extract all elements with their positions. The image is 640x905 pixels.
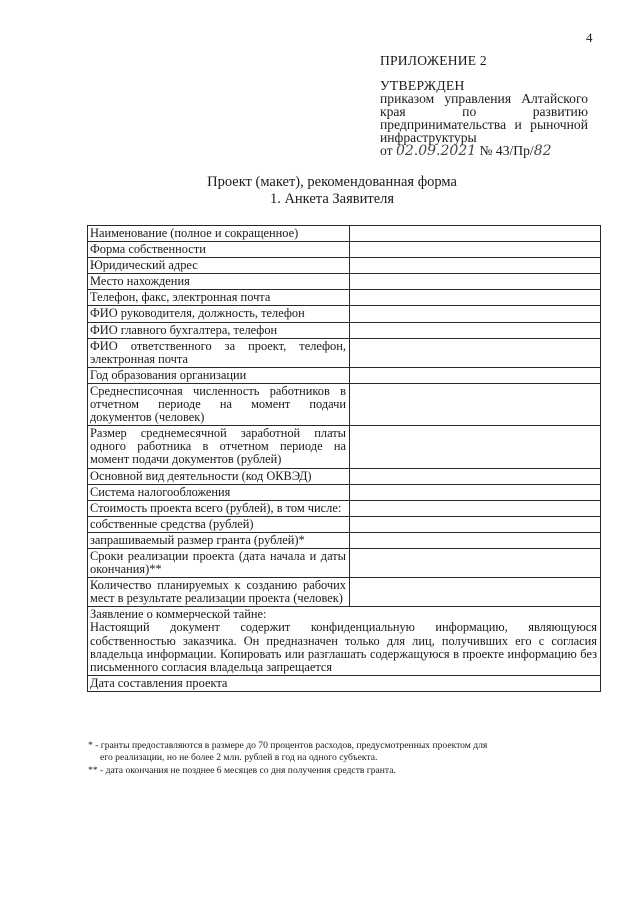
value-cell[interactable]: [350, 383, 601, 425]
order-date-line: [380, 144, 588, 158]
value-cell[interactable]: [350, 306, 601, 322]
value-cell[interactable]: [350, 484, 601, 500]
table-row: [88, 306, 601, 322]
footnote-1-line-2: его реализации, но не более 2 млн. рублей в год на одного субъекта.: [100, 752, 378, 764]
table-row: [88, 274, 601, 290]
order-from-prefix: от: [380, 143, 393, 158]
value-cell[interactable]: [350, 532, 601, 548]
order-number-prefix: № 43/Пр/: [479, 143, 534, 158]
table-row: [88, 516, 601, 532]
value-cell[interactable]: [350, 548, 601, 577]
row-label: Количество планируемых к созданию рабочих мест в результате реализации проекта (человек): [88, 578, 350, 607]
row-label: запрашиваемый размер гранта (рублей)*: [88, 532, 350, 548]
row-label: Форма собственности: [88, 242, 350, 258]
value-cell[interactable]: [350, 468, 601, 484]
table-row: [88, 242, 601, 258]
row-label: ФИО ответственного за проект, телефон, электронная почта: [88, 338, 350, 367]
handwritten-date: 02.09.2021: [395, 143, 477, 159]
value-cell[interactable]: [350, 322, 601, 338]
table-row: [88, 322, 601, 338]
value-cell[interactable]: [350, 338, 601, 367]
appendix-label: ПРИЛОЖЕНИЕ 2: [380, 53, 487, 68]
row-label: Среднесписочная численность работников в отчетном периоде на момент подачи документов (человек): [88, 383, 350, 425]
table-row: [88, 338, 601, 367]
row-label: Стоимость проекта всего (рублей), в том числе:: [88, 500, 350, 516]
date-row: [88, 675, 601, 691]
row-label: Наименование (полное и сокращенное): [88, 226, 350, 242]
date-label[interactable]: Дата составления проекта: [88, 675, 601, 691]
title-line-1: Проект (макет), рекомендованная форма: [207, 174, 457, 190]
row-label: Сроки реализации проекта (дата начала и даты окончания)**: [88, 548, 350, 577]
value-cell[interactable]: [350, 258, 601, 274]
row-label: Размер среднемесячной заработной платы одного работника в отчетном периоде на момент подачи документов (рублей): [88, 426, 350, 468]
handwritten-number: 82: [533, 143, 552, 159]
value-cell[interactable]: [350, 290, 601, 306]
table-row: [88, 290, 601, 306]
table-row: [88, 578, 601, 607]
confidential-text: Настоящий документ содержит конфиденциальную информацию, являющуюся собственностью заказчика. Он предназначен только для лиц, получивших его с согласия владельца информации. Копировать или разглашать содержащуюся в проекте информацию без письменного согласия владельца запрещается: [90, 620, 597, 674]
row-label: Основной вид деятельности (код ОКВЭД): [88, 468, 350, 484]
order-text: приказом управления Алтайского края по развитию предпринимательства и рыночной инфраструктуры: [380, 91, 588, 145]
table-row: [88, 383, 601, 425]
value-cell[interactable]: [350, 226, 601, 242]
value-cell[interactable]: [350, 242, 601, 258]
document-title: [0, 174, 640, 208]
page-number: 4: [586, 30, 593, 45]
confidential-statement: [88, 607, 601, 675]
value-cell[interactable]: [350, 578, 601, 607]
table-row: [88, 426, 601, 468]
table-row: [88, 258, 601, 274]
confidential-row: [88, 607, 601, 675]
row-label: Год образования организации: [88, 367, 350, 383]
table-row: [88, 468, 601, 484]
footnote-1-line-1: * - гранты предоставляются в размере до 70 процентов расходов, предусмотренных проектом для: [88, 740, 488, 751]
value-cell[interactable]: [350, 274, 601, 290]
applicant-form-table: [87, 225, 601, 692]
row-label: ФИО руководителя, должность, телефон: [88, 306, 350, 322]
title-line-2: 1. Анкета Заявителя: [269, 191, 395, 207]
row-label: ФИО главного бухгалтера, телефон: [88, 322, 350, 338]
footnote-2: ** - дата окончания не позднее 6 месяцев со дня получения средств гранта.: [88, 764, 396, 776]
approved-label: УТВЕРЖДЕН: [380, 78, 465, 93]
row-label: собственные средства (рублей): [88, 516, 350, 532]
row-label: Юридический адрес: [88, 258, 350, 274]
table-row: [88, 532, 601, 548]
table-row: [88, 548, 601, 577]
value-cell[interactable]: [350, 516, 601, 532]
row-label: Место нахождения: [88, 274, 350, 290]
table-row: [88, 226, 601, 242]
value-cell[interactable]: [350, 500, 601, 516]
row-label: Система налогообложения: [88, 484, 350, 500]
footnotes: [88, 740, 600, 777]
value-cell[interactable]: [350, 367, 601, 383]
table-row: [88, 500, 601, 516]
row-label: Телефон, факс, электронная почта: [88, 290, 350, 306]
table-row: [88, 484, 601, 500]
value-cell[interactable]: [350, 426, 601, 468]
confidential-heading: Заявление о коммерческой тайне:: [90, 607, 267, 622]
approval-stamp: [380, 54, 588, 158]
table-row: [88, 367, 601, 383]
